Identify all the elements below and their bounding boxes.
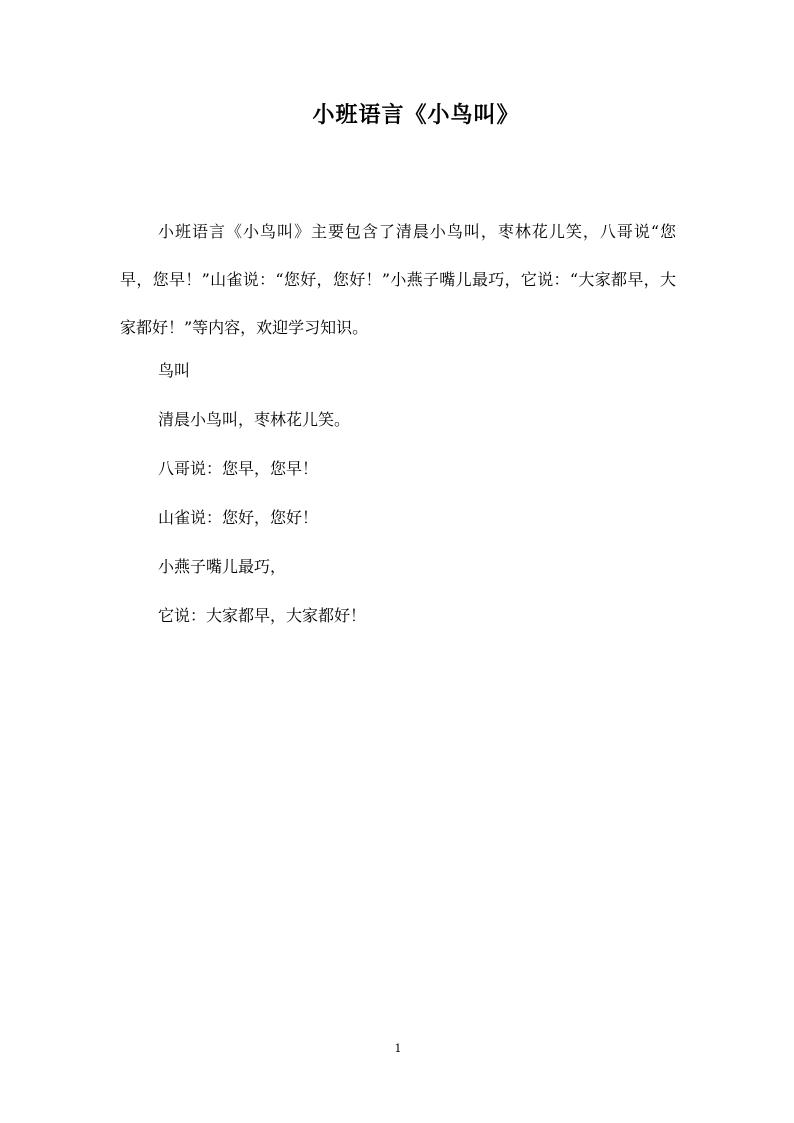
poem-line-5: 它说：大家都早，大家都好！ (158, 606, 367, 625)
document-title: 小班语言《小鸟叫》 (312, 102, 520, 128)
poem-line-1: 清晨小鸟叫，枣林花儿笑。 (158, 410, 351, 429)
page-number: 1 (394, 1042, 402, 1055)
intro-paragraph: 小班语言《小鸟叫》主要包含了清晨小鸟叫，枣林花儿笑，八哥说“您早，您早！”山雀说：“您好，您好！”小燕子嘴儿最巧，它说：“大家都早，大家都好！”等内容，欢迎学习知识。 (120, 222, 676, 337)
poem-line-4: 小燕子嘴儿最巧， (158, 557, 287, 576)
poem-line-2: 八哥说：您早，您早！ (158, 459, 319, 478)
poem-line-3: 山雀说：您好，您好！ (158, 508, 319, 527)
poem-heading: 鸟叫 (158, 361, 191, 380)
